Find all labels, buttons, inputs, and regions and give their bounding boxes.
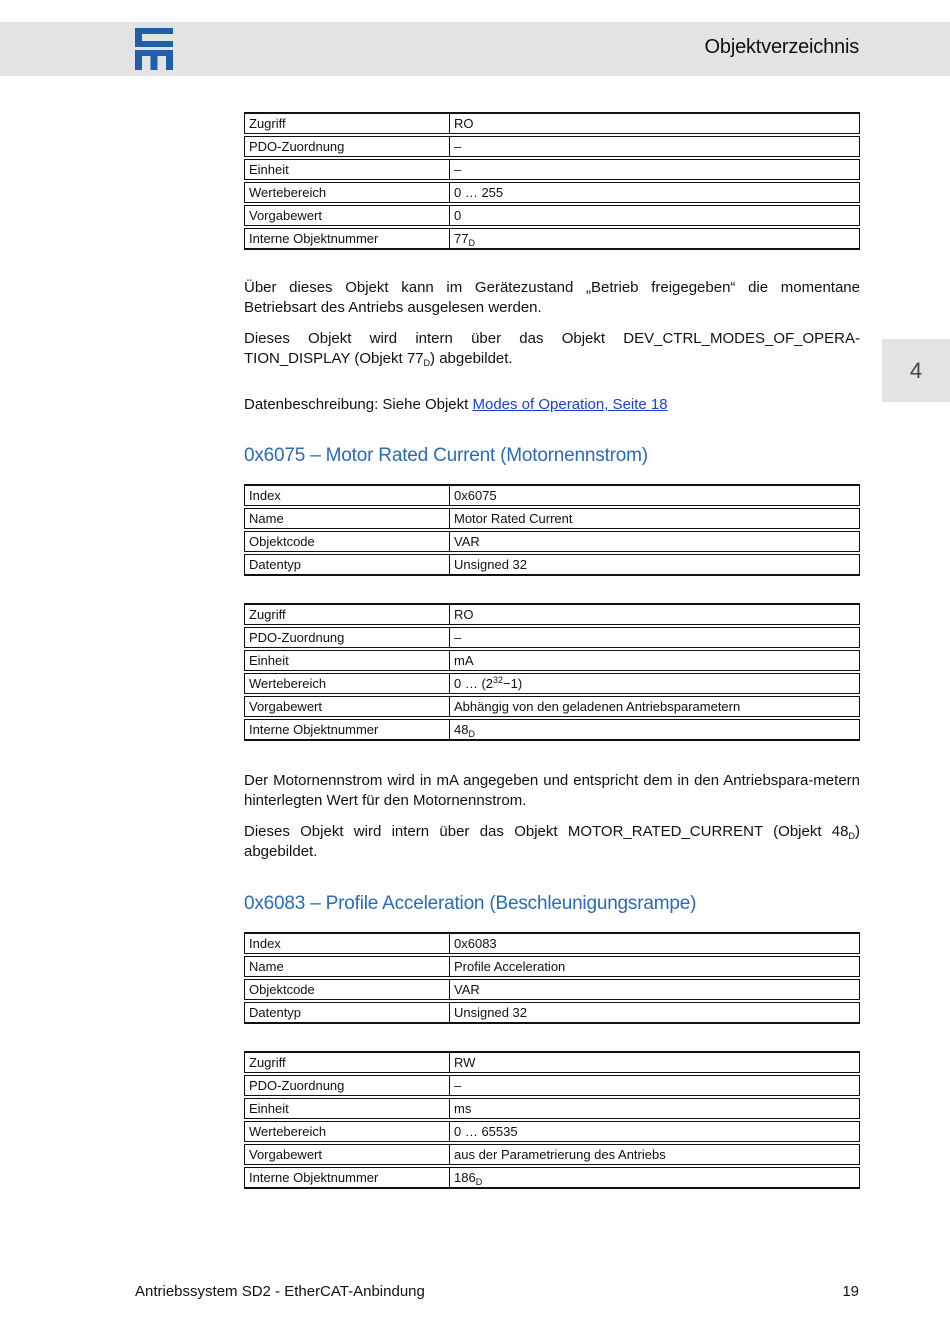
paragraph-mapping-motor-current: Dieses Objekt wird intern über das Objekt MOTOR_RATED_CURRENT (Objekt $48_D$) abgebildet.: [244, 823, 860, 860]
table-value-cell: 0: [450, 205, 860, 226]
table-row: [244, 228, 860, 250]
table-key-cell: Datentyp: [244, 1002, 450, 1024]
property-table-6075-b: [244, 601, 860, 743]
table-key-cell: Name: [244, 956, 450, 977]
table-key-cell: Vorgabewert: [244, 205, 450, 226]
table-key-cell: Zugriff: [244, 603, 450, 625]
section-heading-6075: 0x6075 – Motor Rated Current (Motornennstrom): [244, 445, 648, 466]
table-key-cell: PDO-Zuordnung: [244, 136, 450, 157]
table-key-cell: PDO-Zuordnung: [244, 1075, 450, 1096]
table-key-cell: Interne Objektnummer: [244, 719, 450, 741]
table-key-cell: Index: [244, 484, 450, 506]
table-row: [244, 673, 860, 694]
table-row: [244, 1002, 860, 1024]
table-row: [244, 484, 860, 506]
property-table-1: [244, 110, 860, 252]
table-value-cell: Motor Rated Current: [450, 508, 860, 529]
table-value-cell: aus der Parametrierung des Antriebs: [450, 1144, 860, 1165]
chapter-tab[interactable]: 4: [882, 339, 950, 402]
link-modes-of-operation[interactable]: Modes of Operation, Seite 18: [472, 396, 668, 413]
table-row: [244, 205, 860, 226]
paragraph-operating-mode: Über dieses Objekt kann im Gerätezustand „Betrieb freigegeben“ die momentane Betriebsart des Antriebs ausgelesen werden.: [244, 279, 860, 316]
table-row: [244, 1051, 860, 1073]
table-row: [244, 112, 860, 134]
table-value-cell: ms: [450, 1098, 860, 1119]
table-key-cell: Name: [244, 508, 450, 529]
table-value-cell: 0 … 65535: [450, 1121, 860, 1142]
table-row: [244, 956, 860, 977]
table-value-cell: VAR: [450, 531, 860, 552]
table-value-cell: 0 … $(2^{32}-1)$: [450, 673, 860, 694]
table-value-cell: 0x6075: [450, 484, 860, 506]
footer-page-number: 19: [842, 1283, 859, 1300]
table-row: [244, 1098, 860, 1119]
table-row: [244, 136, 860, 157]
property-table-6083-a: [244, 930, 860, 1026]
table-key-cell: Interne Objektnummer: [244, 1167, 450, 1189]
table-value-cell: 0x6083: [450, 932, 860, 954]
table-value-cell: Profile Acceleration: [450, 956, 860, 977]
table-key-cell: Einheit: [244, 1098, 450, 1119]
table-key-cell: Index: [244, 932, 450, 954]
table-value-cell: Abhängig von den geladenen Antriebsparametern: [450, 696, 860, 717]
header-title: Objektverzeichnis: [704, 36, 859, 58]
table-value-cell: $77_D$: [450, 228, 860, 250]
table-row: [244, 1144, 860, 1165]
property-table-6083-b: [244, 1049, 860, 1191]
table-key-cell: Datentyp: [244, 554, 450, 576]
table-row: [244, 554, 860, 576]
section-heading-6083: 0x6083 – Profile Acceleration (Beschleunigungsrampe): [244, 893, 697, 914]
table-row: [244, 1075, 860, 1096]
table-value-cell: RO: [450, 112, 860, 134]
table-key-cell: Wertebereich: [244, 182, 450, 203]
table-row: [244, 979, 860, 1000]
property-table-6075-a: [244, 482, 860, 578]
table-key-cell: Vorgabewert: [244, 1144, 450, 1165]
table-key-cell: Wertebereich: [244, 673, 450, 694]
table-key-cell: Objektcode: [244, 531, 450, 552]
table-key-cell: Einheit: [244, 650, 450, 671]
table-value-cell: $186_D$: [450, 1167, 860, 1189]
paragraph-motor-current: Der Motornennstrom wird in mA angegeben und entspricht dem in den Antriebspara-metern hinterlegten Wert für den Motornennstrom.: [244, 772, 860, 809]
table-key-cell: Wertebereich: [244, 1121, 450, 1142]
table-value-cell: 0 … 255: [450, 182, 860, 203]
table-value-cell: Unsigned 32: [450, 1002, 860, 1024]
table-key-cell: Interne Objektnummer: [244, 228, 450, 250]
table-row: [244, 696, 860, 717]
paragraph-data-description: Datenbeschreibung: Siehe Objekt Modes of Operation, Seite 18: [244, 396, 668, 413]
table-row: [244, 603, 860, 625]
table-value-cell: $48_D$: [450, 719, 860, 741]
table-row: [244, 159, 860, 180]
table-row: [244, 1121, 860, 1142]
table-row: [244, 650, 860, 671]
table-key-cell: Objektcode: [244, 979, 450, 1000]
table-key-cell: Zugriff: [244, 112, 450, 134]
table-value-cell: –: [450, 1075, 860, 1096]
footer-document-title: Antriebssystem SD2 - EtherCAT-Anbindung: [135, 1283, 425, 1300]
table-value-cell: –: [450, 159, 860, 180]
table-row: [244, 719, 860, 741]
table-row: [244, 932, 860, 954]
table-row: [244, 627, 860, 648]
table-key-cell: Einheit: [244, 159, 450, 180]
table-value-cell: RO: [450, 603, 860, 625]
table-value-cell: –: [450, 627, 860, 648]
table-key-cell: Zugriff: [244, 1051, 450, 1073]
table-value-cell: –: [450, 136, 860, 157]
company-logo: [135, 28, 173, 70]
table-row: [244, 531, 860, 552]
table-row: [244, 508, 860, 529]
table-value-cell: Unsigned 32: [450, 554, 860, 576]
table-key-cell: PDO-Zuordnung: [244, 627, 450, 648]
table-row: [244, 182, 860, 203]
table-value-cell: mA: [450, 650, 860, 671]
table-row: [244, 1167, 860, 1189]
table-key-cell: Vorgabewert: [244, 696, 450, 717]
paragraph-mapping-modes: Dieses Objekt wird intern über das Objekt DEV_CTRL_MODES_OF_OPERA-TION_DISPLAY (Objekt $77_D$) abgebildet.: [244, 330, 860, 368]
table-value-cell: RW: [450, 1051, 860, 1073]
table-value-cell: VAR: [450, 979, 860, 1000]
